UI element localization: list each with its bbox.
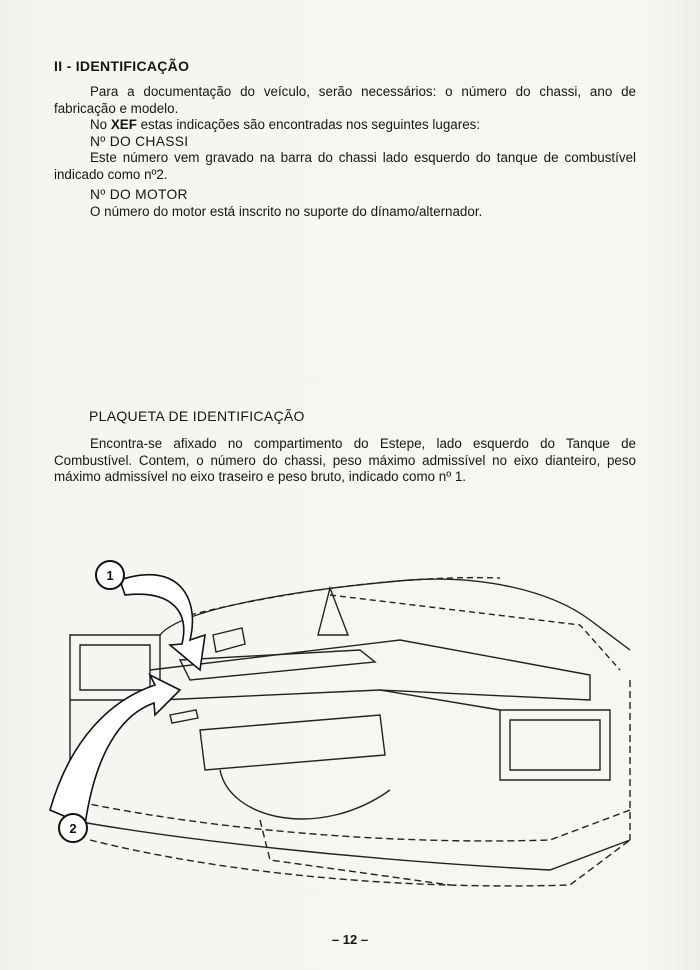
intro-paragraph: Para a documentação do veículo, serão necessários: o número do chassi, ano de fabricação e modelo. <box>54 84 636 116</box>
chassi-paragraph: Este número vem gravado na barra do chassi lado esquerdo do tanque de combustível indicado como nº2. <box>54 150 636 182</box>
plaqueta-heading: PLAQUETA DE IDENTIFICAÇÃO <box>89 408 305 424</box>
locations-suffix: estas indicações são encontradas nos seguintes lugares: <box>136 117 481 132</box>
right-taillight-inner <box>510 720 600 770</box>
section-title: II - IDENTIFICAÇÃO <box>54 58 190 74</box>
chassis-number-mark <box>170 710 198 723</box>
locations-paragraph <box>54 117 636 134</box>
locations-prefix: No <box>90 117 111 132</box>
callout-1-label: 1 <box>106 568 114 583</box>
identification-plate <box>213 628 245 652</box>
model-name: XEF <box>110 117 137 132</box>
motor-heading: Nº DO MOTOR <box>90 187 188 202</box>
left-taillight-inner <box>80 645 150 690</box>
body-lower-outline <box>70 700 630 870</box>
license-plate-recess <box>200 715 385 770</box>
bumper-lower-dashed <box>90 840 630 886</box>
car-rear-illustration <box>30 540 650 920</box>
spare-wheel-arc <box>220 770 390 819</box>
chassi-heading: Nº DO CHASSI <box>90 133 189 149</box>
identification-body <box>54 84 636 220</box>
plaqueta-body <box>54 436 636 486</box>
callout-2-label: 2 <box>69 821 77 836</box>
page-number: – 12 – <box>331 932 369 947</box>
jack-shape <box>318 588 348 635</box>
bumper-bottom-dashed <box>260 820 450 885</box>
trunk-lid-line <box>160 579 630 650</box>
trunk-edge-dashed <box>330 595 620 670</box>
arrow-1-icon <box>120 575 205 670</box>
bumper-dashed <box>70 800 630 841</box>
plaqueta-paragraph: Encontra-se afixado no compartimento do Estepe, lado esquerdo do Tanque de Combustível. Contem, o número do chassi, peso máximo admissível no eixo dianteiro, peso máximo admissível no eixo traseiro e peso bruto, indicado como nº 1. <box>54 436 636 484</box>
motor-paragraph: O número do motor está inscrito no suporte do dínamo/alternador. <box>90 203 483 219</box>
